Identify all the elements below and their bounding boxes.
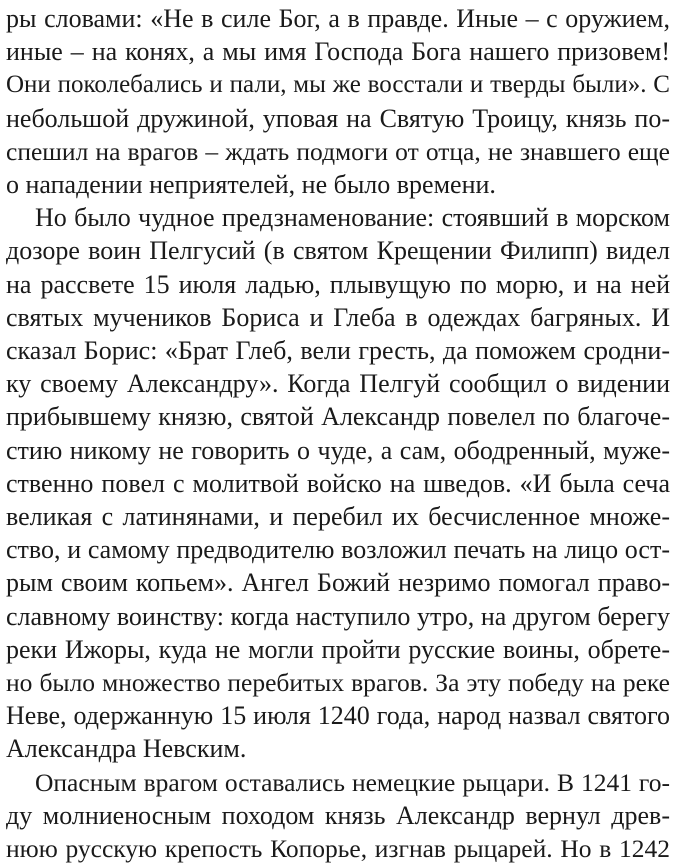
text-line: Но было чудное предзнаменование: стоявший в морском <box>35 203 670 233</box>
text-line: Они поколебались и пали, мы же восстали и тверды были». С <box>6 71 670 99</box>
text-line: стию никому не говорить о чуде, а сам, ободренный, муже- <box>6 435 670 465</box>
text-line: небольшой дружиной, уповая на Святую Троицу, князь по- <box>6 103 670 133</box>
text-line: сказал Борис: «Брат Глеб, вели гресть, да поможем сродни- <box>6 336 670 365</box>
text-line: реки Ижоры, куда не могли пройти русские воины, обрете- <box>6 634 670 664</box>
text-line: на рассвете 15 июля ладью, плывущую по морю, и на ней <box>6 269 670 299</box>
text-line: иные – на конях, а мы имя Господа Бога нашего призовем! <box>6 37 670 67</box>
text-line: Александра Невским. <box>6 734 247 764</box>
text-line: Неве, одержанную 15 июля 1240 года, народ назвал святого <box>6 701 670 731</box>
text-line: прибывшему князю, святой Александр повелел по благоче- <box>6 402 670 432</box>
text-line: дозоре воин Пелгусий (в святом Крещении Филипп) видел <box>6 236 670 266</box>
text-line: славному воинству: когда наступило утро, на другом берегу <box>6 601 670 631</box>
text-line: ственно повел с молитвой войско на шведов. «И была сеча <box>6 468 670 498</box>
text-line: Опасным врагом оставались немецкие рыцари. В 1241 го- <box>35 767 670 797</box>
text-line: святых мучеников Бориса и Глеба в одеждах багряных. И <box>6 302 670 332</box>
text-line: великая с латинянами, и перебил их бесчисленное множе- <box>6 502 670 531</box>
text-line: ку своему Александру». Когда Пелгуй сообщил о видении <box>6 369 670 399</box>
text-line: рым своим копьем». Ангел Божий незримо помогал право- <box>6 568 670 598</box>
text-line: ство, и самому предводителю возложил печать на лицо ост- <box>6 535 670 565</box>
text-line: о нападении неприятелей, не было времени. <box>6 170 496 199</box>
text-line: но было множество перебитых врагов. За эту победу на реке <box>6 668 670 697</box>
text-line: ду молниеносным походом князь Александр вернул древ- <box>6 800 670 830</box>
text-line: спешил на врагов – ждать подмоги от отца, не знавшего еще <box>6 136 670 166</box>
text-line: ры словами: «Не в силе Бог, а в правде. Иные – с оружием, <box>6 4 670 33</box>
text-line: нюю русскую крепость Копорье, изгнав рыцарей. Но в 1242 <box>6 834 670 863</box>
